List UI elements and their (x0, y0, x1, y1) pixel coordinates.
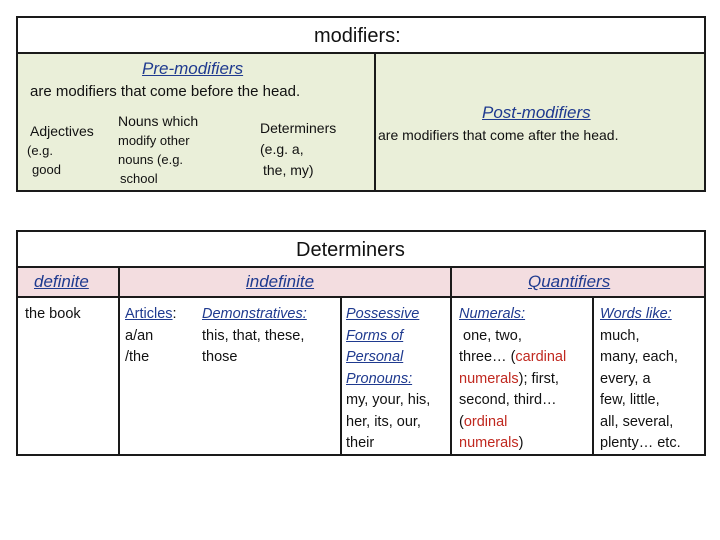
post-modifiers-cell (374, 54, 704, 190)
pre-modifiers-heading: Pre-modifiers (142, 59, 244, 78)
determiners-title-row (18, 232, 704, 268)
possessive-cell (346, 304, 430, 455)
articles-label: Articles (125, 306, 173, 322)
numerals-line-6b: ) (518, 435, 524, 451)
demonstratives-label: Demonstratives: (202, 306, 307, 322)
divider-possessive (340, 298, 342, 454)
header-definite: definite (34, 272, 89, 291)
determiners-table (16, 230, 706, 456)
nouns-line-4: school (120, 171, 158, 186)
divider-words (592, 298, 594, 454)
demonstratives-line-2: those (202, 349, 238, 365)
words-line-6: plenty… etc. (600, 435, 681, 451)
nouns-line-3: nouns (e.g. (118, 152, 184, 167)
possessive-line-4: Pronouns: (346, 370, 413, 387)
words-line-3: every, a (600, 370, 651, 387)
possessive-line-6: her, its, our, (346, 413, 421, 430)
nouns-line-2: modify other (118, 133, 190, 148)
demonstratives-line-1: this, that, these, (202, 327, 305, 344)
demonstratives-cell (202, 304, 307, 369)
numerals-ordinal: ordinal (463, 413, 508, 430)
possessive-line-5: my, your, his, (346, 392, 431, 408)
determiners-example-1: (e.g. a, (260, 141, 304, 157)
numerals-cardinal: cardinal (515, 349, 567, 365)
articles-line-1: a/an (125, 327, 154, 344)
nouns-line-1: Nouns which (118, 113, 199, 129)
numerals-cell (459, 304, 566, 455)
post-modifiers-description: are modifiers that come after the head. (378, 127, 619, 143)
numerals-numerals-1: numerals (459, 370, 519, 387)
determiners-example-2: the, my) (263, 162, 314, 178)
numerals-line-1: one, two, (463, 327, 522, 344)
words-like-label: Words like: (600, 306, 672, 322)
modifiers-table (16, 16, 706, 192)
pre-modifiers-description: are modifiers that come before the head. (30, 83, 301, 100)
words-line-2: many, each, (600, 349, 678, 365)
numerals-line-5a: ( (459, 413, 464, 430)
possessive-line-2: Forms of (346, 327, 404, 344)
determiners-label: Determiners (260, 120, 337, 136)
modifiers-title-row (18, 18, 704, 54)
words-like-cell (600, 304, 681, 455)
numerals-numerals-2: numerals (459, 435, 519, 451)
articles-colon: : (172, 306, 177, 322)
numerals-line-2a: three… ( (459, 349, 516, 365)
determiners-title: Determiners (296, 239, 405, 261)
adjectives-example-2: good (32, 162, 61, 177)
header-indefinite: indefinite (246, 272, 315, 291)
determiners-header-row (18, 268, 704, 298)
definite-example: the book (25, 306, 81, 322)
words-line-5: all, several, (600, 413, 674, 430)
numerals-line-3b: ); first, (518, 370, 559, 387)
modifiers-title: modifiers: (314, 25, 401, 47)
header-quantifiers: Quantifiers (528, 272, 611, 291)
numerals-line-4: second, third… (459, 392, 557, 408)
articles-cell (125, 304, 177, 369)
divider-indefinite (450, 268, 452, 454)
pre-modifiers-cell (18, 54, 374, 190)
numerals-label: Numerals: (459, 306, 526, 322)
words-line-4: few, little, (600, 392, 660, 408)
adjectives-example-1: (e.g. (27, 143, 54, 158)
adjectives-label: Adjectives (30, 123, 94, 139)
post-modifiers-heading: Post-modifiers (482, 103, 591, 122)
articles-line-2: /the (125, 349, 150, 365)
possessive-line-3: Personal (346, 349, 404, 365)
possessive-line-7: their (346, 435, 375, 451)
divider-definite (118, 268, 120, 454)
words-line-1: much, (600, 327, 640, 344)
possessive-line-1: Possessive (346, 306, 420, 322)
